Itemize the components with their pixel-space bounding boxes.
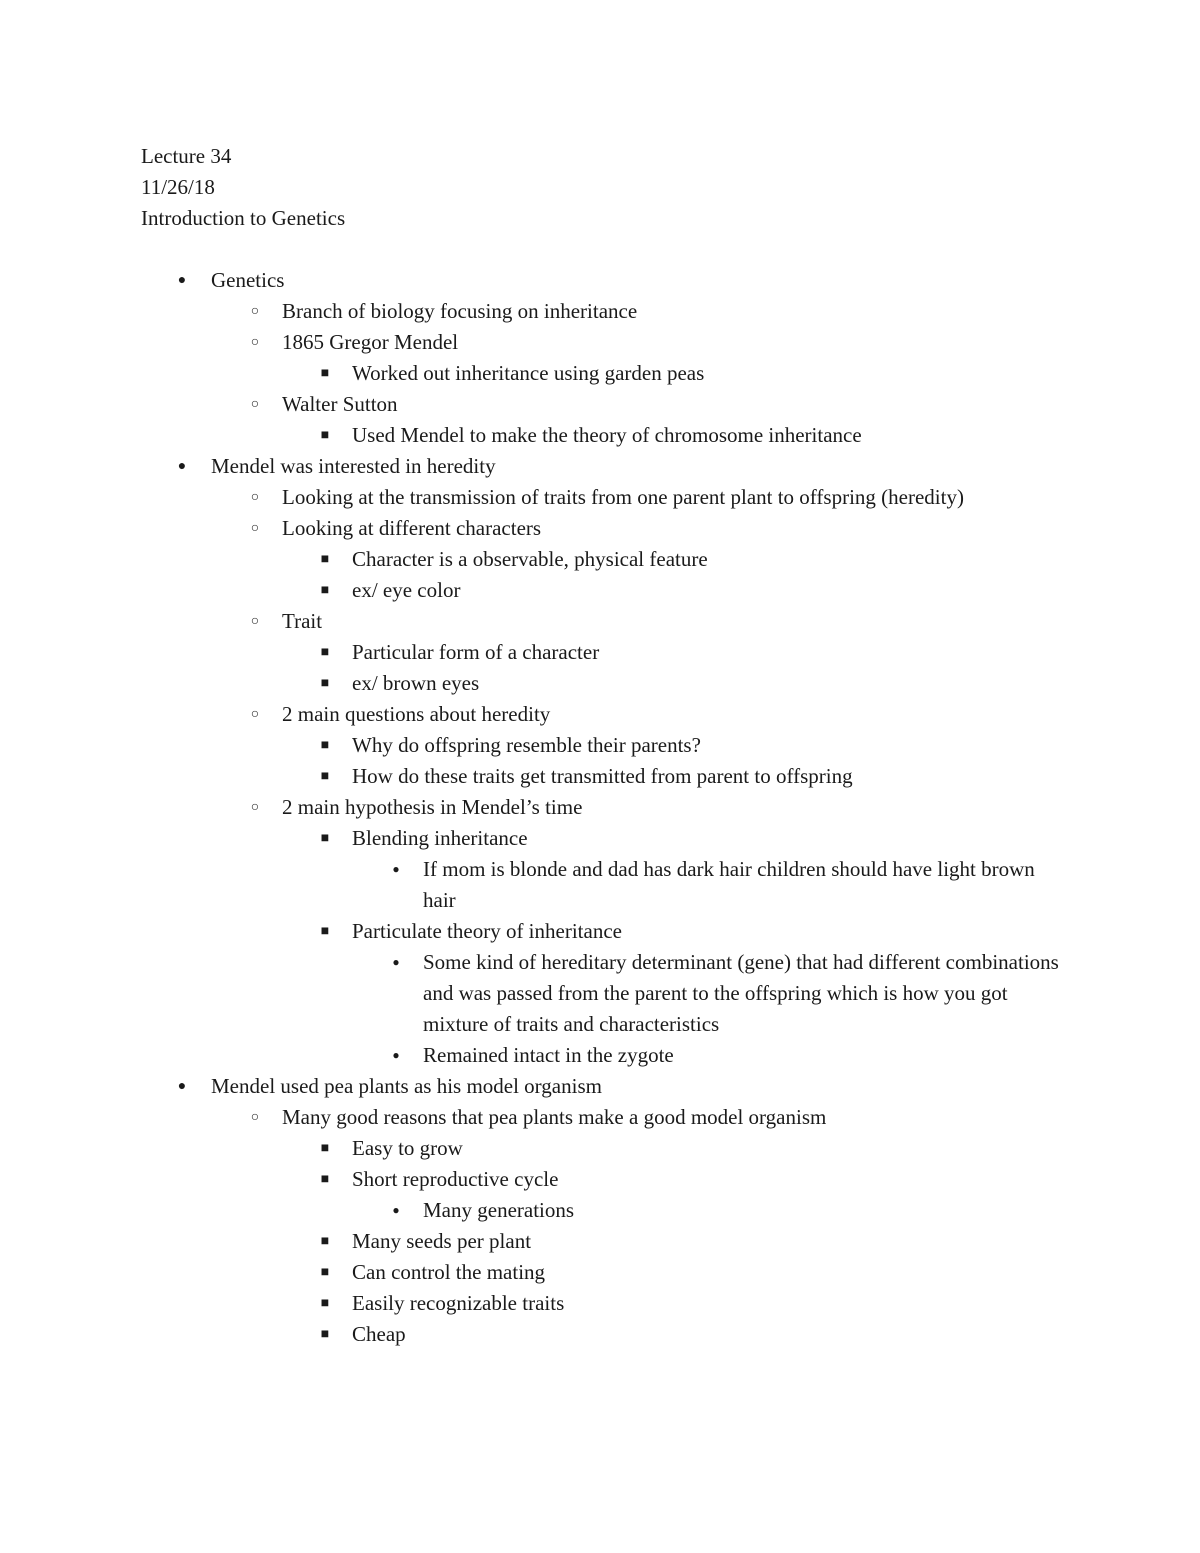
outline-item-text: ex/ eye color	[352, 578, 461, 602]
document-header	[141, 141, 345, 234]
filled-circle-bullet-icon: ●	[392, 1048, 400, 1062]
filled-square-bullet-icon: ■	[320, 1141, 330, 1156]
outline-item-level-3	[0, 544, 1200, 575]
filled-square-bullet-icon: ■	[320, 552, 330, 567]
lecture-number: Lecture 34	[141, 144, 232, 168]
outline-item-text: Easily recognizable traits	[352, 1291, 565, 1315]
outline-item-text: If mom is blonde and dad has dark hair children should have light brown hair	[423, 857, 1035, 912]
outline-item-text: 2 main hypothesis in Mendel’s time	[282, 795, 583, 819]
filled-circle-bullet-icon: ●	[392, 955, 400, 969]
hollow-circle-bullet-icon: ○	[250, 800, 260, 815]
filled-circle-bullet-icon: ●	[392, 862, 400, 876]
outline-item-level-3	[0, 575, 1200, 606]
outline-item-text: Short reproductive cycle	[352, 1167, 559, 1191]
outline-item-level-3	[0, 1133, 1200, 1164]
outline-item-text: Mendel used pea plants as his model organism	[211, 1074, 602, 1098]
outline-item-level-3	[0, 1288, 1200, 1319]
outline-item-level-4	[0, 947, 1200, 1040]
outline-item-level-4	[0, 1195, 1200, 1226]
hollow-circle-bullet-icon: ○	[250, 397, 260, 412]
filled-square-bullet-icon: ■	[320, 831, 330, 846]
outline-item-text: Blending inheritance	[352, 826, 528, 850]
outline-item-level-2	[0, 606, 1200, 637]
outline-item-level-3	[0, 916, 1200, 947]
hollow-circle-bullet-icon: ○	[250, 707, 260, 722]
outline-item-text: Easy to grow	[352, 1136, 463, 1160]
hollow-circle-bullet-icon: ○	[250, 490, 260, 505]
filled-square-bullet-icon: ■	[320, 676, 330, 691]
filled-square-bullet-icon: ■	[320, 924, 330, 939]
lecture-date: 11/26/18	[141, 175, 215, 199]
filled-circle-bullet-icon: ●	[177, 273, 187, 288]
outline-item-text: Used Mendel to make the theory of chromosome inheritance	[352, 423, 862, 447]
outline-item-level-2	[0, 389, 1200, 420]
outline-item-level-3	[0, 1164, 1200, 1195]
hollow-circle-bullet-icon: ○	[250, 614, 260, 629]
outline-item-text: ex/ brown eyes	[352, 671, 480, 695]
outline-item-text: Particular form of a character	[352, 640, 600, 664]
outline-item-level-3	[0, 637, 1200, 668]
outline-item-level-3	[0, 1226, 1200, 1257]
filled-square-bullet-icon: ■	[320, 1172, 330, 1187]
outline-item-level-1	[0, 1071, 1200, 1102]
filled-square-bullet-icon: ■	[320, 738, 330, 753]
outline-item-level-3	[0, 668, 1200, 699]
outline-item-level-2	[0, 327, 1200, 358]
lecture-title: Introduction to Genetics	[141, 206, 346, 230]
outline-item-text: Many generations	[423, 1198, 575, 1222]
outline-item-level-4	[0, 1040, 1200, 1071]
filled-square-bullet-icon: ■	[320, 1234, 330, 1249]
outline-item-text: Genetics	[211, 268, 285, 292]
filled-square-bullet-icon: ■	[320, 1296, 330, 1311]
filled-circle-bullet-icon: ●	[177, 459, 187, 474]
outline-item-text: Character is a observable, physical feature	[352, 547, 708, 571]
outline-item-text: Looking at different characters	[282, 516, 542, 540]
outline-item-text: Walter Sutton	[282, 392, 398, 416]
outline-item-level-1	[0, 451, 1200, 482]
filled-square-bullet-icon: ■	[320, 1327, 330, 1342]
outline-item-text: Cheap	[352, 1322, 406, 1346]
filled-square-bullet-icon: ■	[320, 1265, 330, 1280]
outline-item-level-2	[0, 482, 1200, 513]
filled-square-bullet-icon: ■	[320, 366, 330, 381]
outline-item-text: Remained intact in the zygote	[423, 1043, 674, 1067]
hollow-circle-bullet-icon: ○	[250, 1110, 260, 1125]
outline-item-level-2	[0, 792, 1200, 823]
outline-item-text: Why do offspring resemble their parents?	[352, 733, 701, 757]
outline-item-level-3	[0, 823, 1200, 854]
hollow-circle-bullet-icon: ○	[250, 521, 260, 536]
outline-item-level-3	[0, 761, 1200, 792]
outline-item-level-3	[0, 1257, 1200, 1288]
outline-item-text: Some kind of hereditary determinant (gene) that had different combinations and was passed from the parent to the offspring which is how you got mixture of traits and characteristics	[423, 950, 1059, 1036]
filled-circle-bullet-icon: ●	[392, 1203, 400, 1217]
notes-outline	[0, 265, 1200, 1350]
filled-square-bullet-icon: ■	[320, 645, 330, 660]
outline-item-text: 2 main questions about heredity	[282, 702, 551, 726]
filled-square-bullet-icon: ■	[320, 428, 330, 443]
outline-item-text: Many seeds per plant	[352, 1229, 532, 1253]
filled-square-bullet-icon: ■	[320, 769, 330, 784]
outline-item-level-2	[0, 1102, 1200, 1133]
outline-item-level-2	[0, 513, 1200, 544]
filled-square-bullet-icon: ■	[320, 583, 330, 598]
outline-item-level-2	[0, 699, 1200, 730]
outline-item-level-1	[0, 265, 1200, 296]
outline-item-level-2	[0, 296, 1200, 327]
outline-item-text: Branch of biology focusing on inheritance	[282, 299, 638, 323]
outline-item-text: Trait	[282, 609, 323, 633]
outline-item-text: Many good reasons that pea plants make a good model organism	[282, 1105, 827, 1129]
hollow-circle-bullet-icon: ○	[250, 304, 260, 319]
filled-circle-bullet-icon: ●	[177, 1079, 187, 1094]
outline-item-text: 1865 Gregor Mendel	[282, 330, 459, 354]
outline-item-level-3	[0, 1319, 1200, 1350]
outline-item-text: How do these traits get transmitted from parent to offspring	[352, 764, 853, 788]
outline-item-text: Looking at the transmission of traits from one parent plant to offspring (heredity)	[282, 485, 964, 509]
outline-item-text: Worked out inheritance using garden peas	[352, 361, 705, 385]
outline-item-level-3	[0, 730, 1200, 761]
outline-item-level-3	[0, 358, 1200, 389]
outline-item-text: Particulate theory of inheritance	[352, 919, 622, 943]
outline-item-text: Can control the mating	[352, 1260, 546, 1284]
outline-item-level-4	[0, 854, 1200, 916]
outline-item-text: Mendel was interested in heredity	[211, 454, 496, 478]
outline-item-level-3	[0, 420, 1200, 451]
hollow-circle-bullet-icon: ○	[250, 335, 260, 350]
